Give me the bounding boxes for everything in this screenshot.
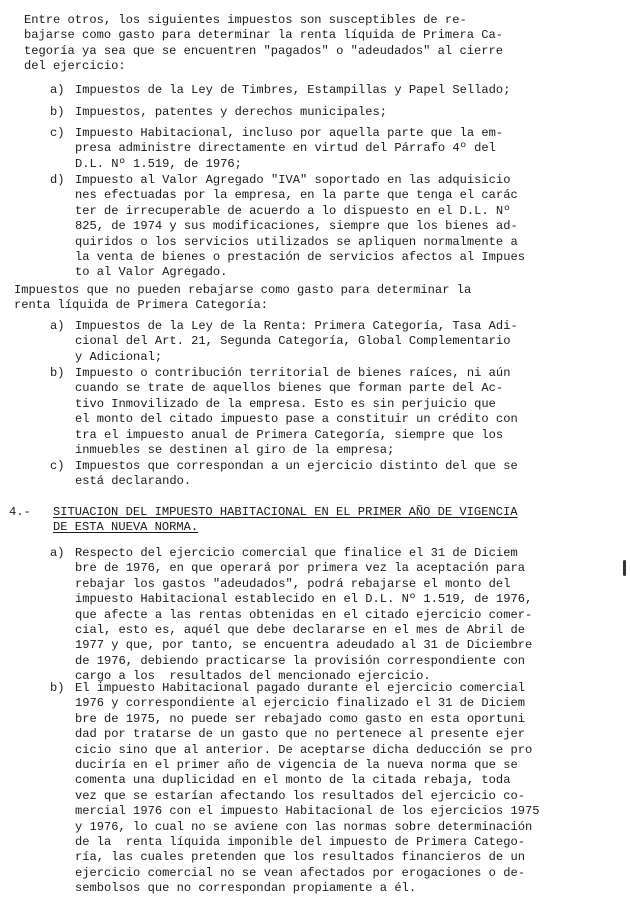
item-text: El impuesto Habitacional pagado durante el ejercicio comercial 1976 y correspondiente al ejercicio finalizado el 31 de Diciem bre de 1975, no puede ser rebajado como gasto en esta oportuni dad por tratarse de un gasto que no pertenece al presente ejer cicio sino que al anterior. De aceptarse dicha deducción se pro duciría en el primer año de vigencia de la nueva norma que se comenta una duplicidad en el monto de la citada rebaja, toda vez que se estarían afectando los resultados del ejercicio co- mercial 1976 con el impuesto Habitacional de los ejercicios 1975 y 1976, lo cual no se aviene con las normas sobre determinación de la renta líquida imponible del impuesto de Primera Catego- ría, las cuales pretenden que los resultados financieros de un ejercicio comercial no se vean afectados por erogaciones o de- sembolsos que no correspondan propiamente a él. [75,681,540,896]
item-label: b) [50,366,65,380]
section-title: SITUACION DEL IMPUESTO HABITACIONAL EN EL PRIMER AÑO DE VIGENCIA DE ESTA NUEVA NORMA. [53,505,518,535]
item-label: a) [50,83,65,97]
section-number: 4.- [9,505,31,519]
item-text: Respecto del ejercicio comercial que finalice el 31 de Diciem bre de 1976, en que operará por primera vez la aceptación para rebajar los gastos "adeudados", podrá rebajarse el monto del impuesto Habitacional establecido en el D.L. Nº 1.519, de 1976, que afecte a las rentas obtenidas en el citado ejercicio comer- cial, esto es, aquél que debe declararse en el mes de Abril de 1977 y que, por tanto, se encuentra adeudado al 31 de Diciembre de 1976, debiendo practicarse la provisión correspondiente con cargo a los resultados del mencionado ejercicio. [75,546,533,684]
second-intro-paragraph: Impuestos que no pueden rebajarse como gasto para determinar la renta líquida de Primera Categoría: [14,283,472,313]
item-text: Impuestos de la Ley de Timbres, Estampillas y Papel Sellado; [75,83,511,97]
item-text: Impuestos que correspondan a un ejercicio distinto del que se está declarando. [75,459,518,489]
item-text: Impuesto al Valor Agregado "IVA" soportado en las adquisicio nes efectuadas por la empresa, en la parte que tenga el carác ter de irrecuperable de acuerdo a lo dispuesto en el D.L. Nº 825, de 1974 y sus modificaciones, siempre que los bienes ad- quiridos o los servicios utilizados se apliquen normalmente a la venta de bienes o prestación de servicios afectos al Impues to al Valor Agregado. [75,173,525,280]
margin-mark [623,560,626,576]
item-label: a) [50,546,65,560]
item-label: c) [50,126,65,140]
item-text: Impuesto o contribución territorial de bienes raíces, ni aún cuando se trate de aquellos bienes que forman parte del Ac- tivo Inmovilizado de la empresa. Esto es sin perjuicio que el monto del citado impuesto pase a constituir un crédito con tra el impuesto anual de Primera Categoría, siempre que los inmuebles se destinen al giro de la empresa; [75,366,518,458]
item-text: Impuesto Habitacional, incluso por aquella parte que la em- presa administre directamente en virtud del Párrafo 4º del D.L. Nº 1.519, de 1976; [75,126,504,171]
item-label: b) [50,681,65,695]
item-text: Impuestos de la Ley de la Renta: Primera Categoría, Tasa Adi- cional del Art. 21, Segunda Categoría, Global Complementario y Adicional; [75,319,518,364]
item-label: a) [50,319,65,333]
intro-paragraph: Entre otros, los siguientes impuestos son susceptibles de re- bajarse como gasto para determinar la renta líquida de Primera Ca- tegoría ya sea que se encuentren "pagados" o "adeudados" al cierre del ejercicio: [24,13,503,74]
item-label: c) [50,459,65,473]
item-label: b) [50,105,65,119]
item-label: d) [50,173,65,187]
item-text: Impuestos, patentes y derechos municipales; [75,105,388,119]
